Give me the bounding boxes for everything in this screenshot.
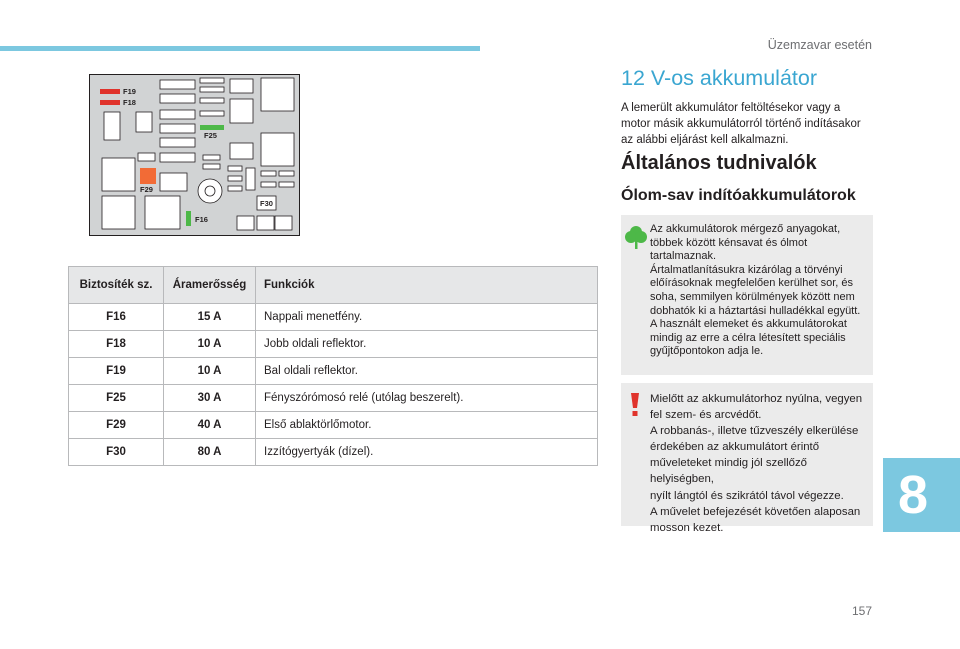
page-title: 12 V-os akkumulátor	[621, 66, 817, 90]
exclamation-icon	[627, 391, 643, 417]
chapter-number: 8	[897, 465, 929, 525]
f16-fuse	[186, 211, 191, 226]
f19-label: F19	[123, 87, 136, 96]
column-header-fuse: Biztosíték sz.	[69, 267, 164, 304]
amperage: 15 A	[164, 304, 256, 331]
subsection-heading: Ólom-sav indítóakkumulátorok	[621, 187, 856, 204]
fuse-number: F16	[69, 304, 164, 331]
f19-fuse	[100, 89, 120, 94]
f29-fuse	[140, 168, 156, 184]
column-header-function: Funkciók	[256, 267, 598, 304]
intro-paragraph: A lemerült akkumulátor feltöltésekor vagy a motor másik akkumulátorról történő indításakor az alábbi eljárást kell alkalmazni.	[621, 102, 861, 146]
fuse-box-diagram	[89, 74, 300, 236]
section-heading: Általános tudnivalók	[621, 152, 817, 174]
function: Első ablaktörlőmotor.	[256, 412, 598, 439]
leaf-icon	[625, 225, 647, 249]
amperage: 10 A	[164, 358, 256, 385]
f16-label: F16	[195, 215, 208, 224]
amperage: 80 A	[164, 439, 256, 466]
fuse-number: F30	[69, 439, 164, 466]
header-rule	[0, 46, 480, 51]
table-row	[69, 412, 598, 439]
column-header-amperage: Áramerősség	[164, 267, 256, 304]
fuse-table	[68, 266, 598, 466]
table-header-row	[69, 267, 598, 304]
f29-label: F29	[140, 185, 153, 194]
page-number: 157	[851, 604, 872, 618]
fuse-number: F18	[69, 331, 164, 358]
amperage: 40 A	[164, 412, 256, 439]
fuse-number: F29	[69, 412, 164, 439]
fuse-number: F25	[69, 385, 164, 412]
table-row	[69, 439, 598, 466]
table-row	[69, 385, 598, 412]
warning-note	[621, 383, 873, 534]
f25-label: F25	[204, 131, 217, 140]
function: Jobb oldali reflektor.	[256, 331, 598, 358]
function: Bal oldali reflektor.	[256, 358, 598, 385]
f30-label: F30	[260, 199, 273, 208]
section-header: Üzemzavar esetén	[767, 38, 872, 52]
fuse-number: F19	[69, 358, 164, 385]
chapter-tab	[883, 458, 960, 532]
function: Fényszórómosó relé (utólag beszerelt).	[256, 385, 598, 412]
amperage: 10 A	[164, 331, 256, 358]
f25-fuse	[200, 125, 224, 130]
f18-label: F18	[123, 98, 136, 107]
table-row	[69, 358, 598, 385]
table-row	[69, 331, 598, 358]
environment-note	[621, 215, 873, 375]
amperage: 30 A	[164, 385, 256, 412]
environment-note-text: Az akkumulátorok mérgező anyagokat, többek között kénsavat és ólmot tartalmaznak. Ártalmatlanításukra kizárólag a törvényi előírásoknak megfelelően kerülhet sor, és soha, semmilyen körülmények között nem dobhatók ki a háztartási hulladékkal együtt. A használt elemeket és akkumulátorokat mindig az erre a célra létesített speciális gyűjtőpontokon adja le.	[650, 223, 861, 358]
function: Nappali menetfény.	[256, 304, 598, 331]
function: Izzítógyertyák (dízel).	[256, 439, 598, 466]
warning-note-text: Mielőtt az akkumulátorhoz nyúlna, vegyen fel szem- és arcvédőt. A robbanás-, illetve tűzveszély elkerülése érdekében az akkumulátort érintő műveleteket mindig jól szellőző helyiségben, nyílt lángtól és szikrától távol végezze. A művelet befejezését követően alaposan mosson kezet.	[650, 393, 863, 534]
f18-fuse	[100, 100, 120, 105]
table-row	[69, 304, 598, 331]
